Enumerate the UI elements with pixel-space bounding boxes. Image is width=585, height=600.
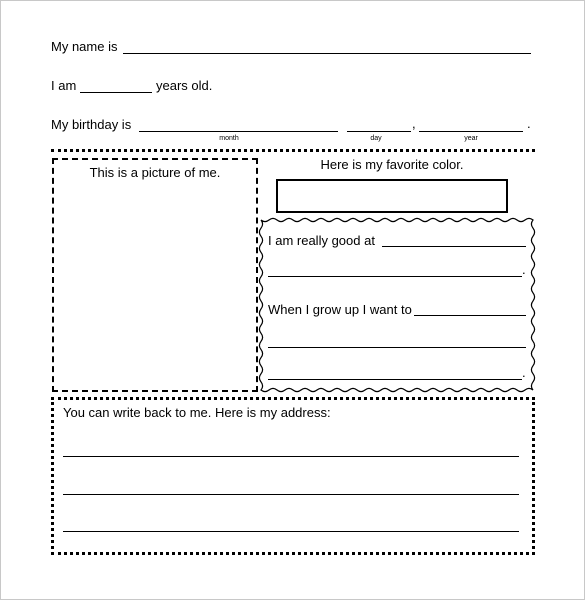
good-at-label: I am really good at [268,233,375,248]
picture-box[interactable] [52,158,258,392]
birthday-hint-day: day [370,135,382,142]
age-label-suffix: years old. [156,78,213,93]
favorite-color-label: Here is my favorite color. [320,157,464,172]
picture-label: This is a picture of me. [89,165,221,180]
name-label: My name is [51,39,118,54]
birthday-hint-year: year [464,135,478,142]
favorite-color-box[interactable] [276,179,508,213]
birthday-label: My birthday is [51,117,132,132]
grow-up-period: . [522,365,526,380]
good-at-line-1[interactable] [382,246,526,247]
address-line-1[interactable] [63,456,519,457]
name-write-line[interactable] [123,53,531,54]
grow-up-line-1[interactable] [414,315,526,316]
birthday-year-line[interactable] [419,131,523,132]
address-line-2[interactable] [63,494,519,495]
address-label: You can write back to me. Here is my address: [63,405,331,420]
good-at-period: . [522,262,526,277]
age-label-prefix: I am [51,78,77,93]
good-at-line-2[interactable] [268,276,522,277]
age-write-line[interactable] [80,92,152,93]
birthday-hint-month: month [219,135,239,142]
section-divider [51,149,535,152]
birthday-day-line[interactable] [347,131,411,132]
grow-up-line-3[interactable] [268,379,522,380]
birthday-comma: , [412,116,416,131]
grow-up-label: When I grow up I want to [268,302,412,317]
grow-up-line-2[interactable] [268,347,526,348]
birthday-month-line[interactable] [139,131,338,132]
address-line-3[interactable] [63,531,519,532]
birthday-period: . [527,116,531,131]
